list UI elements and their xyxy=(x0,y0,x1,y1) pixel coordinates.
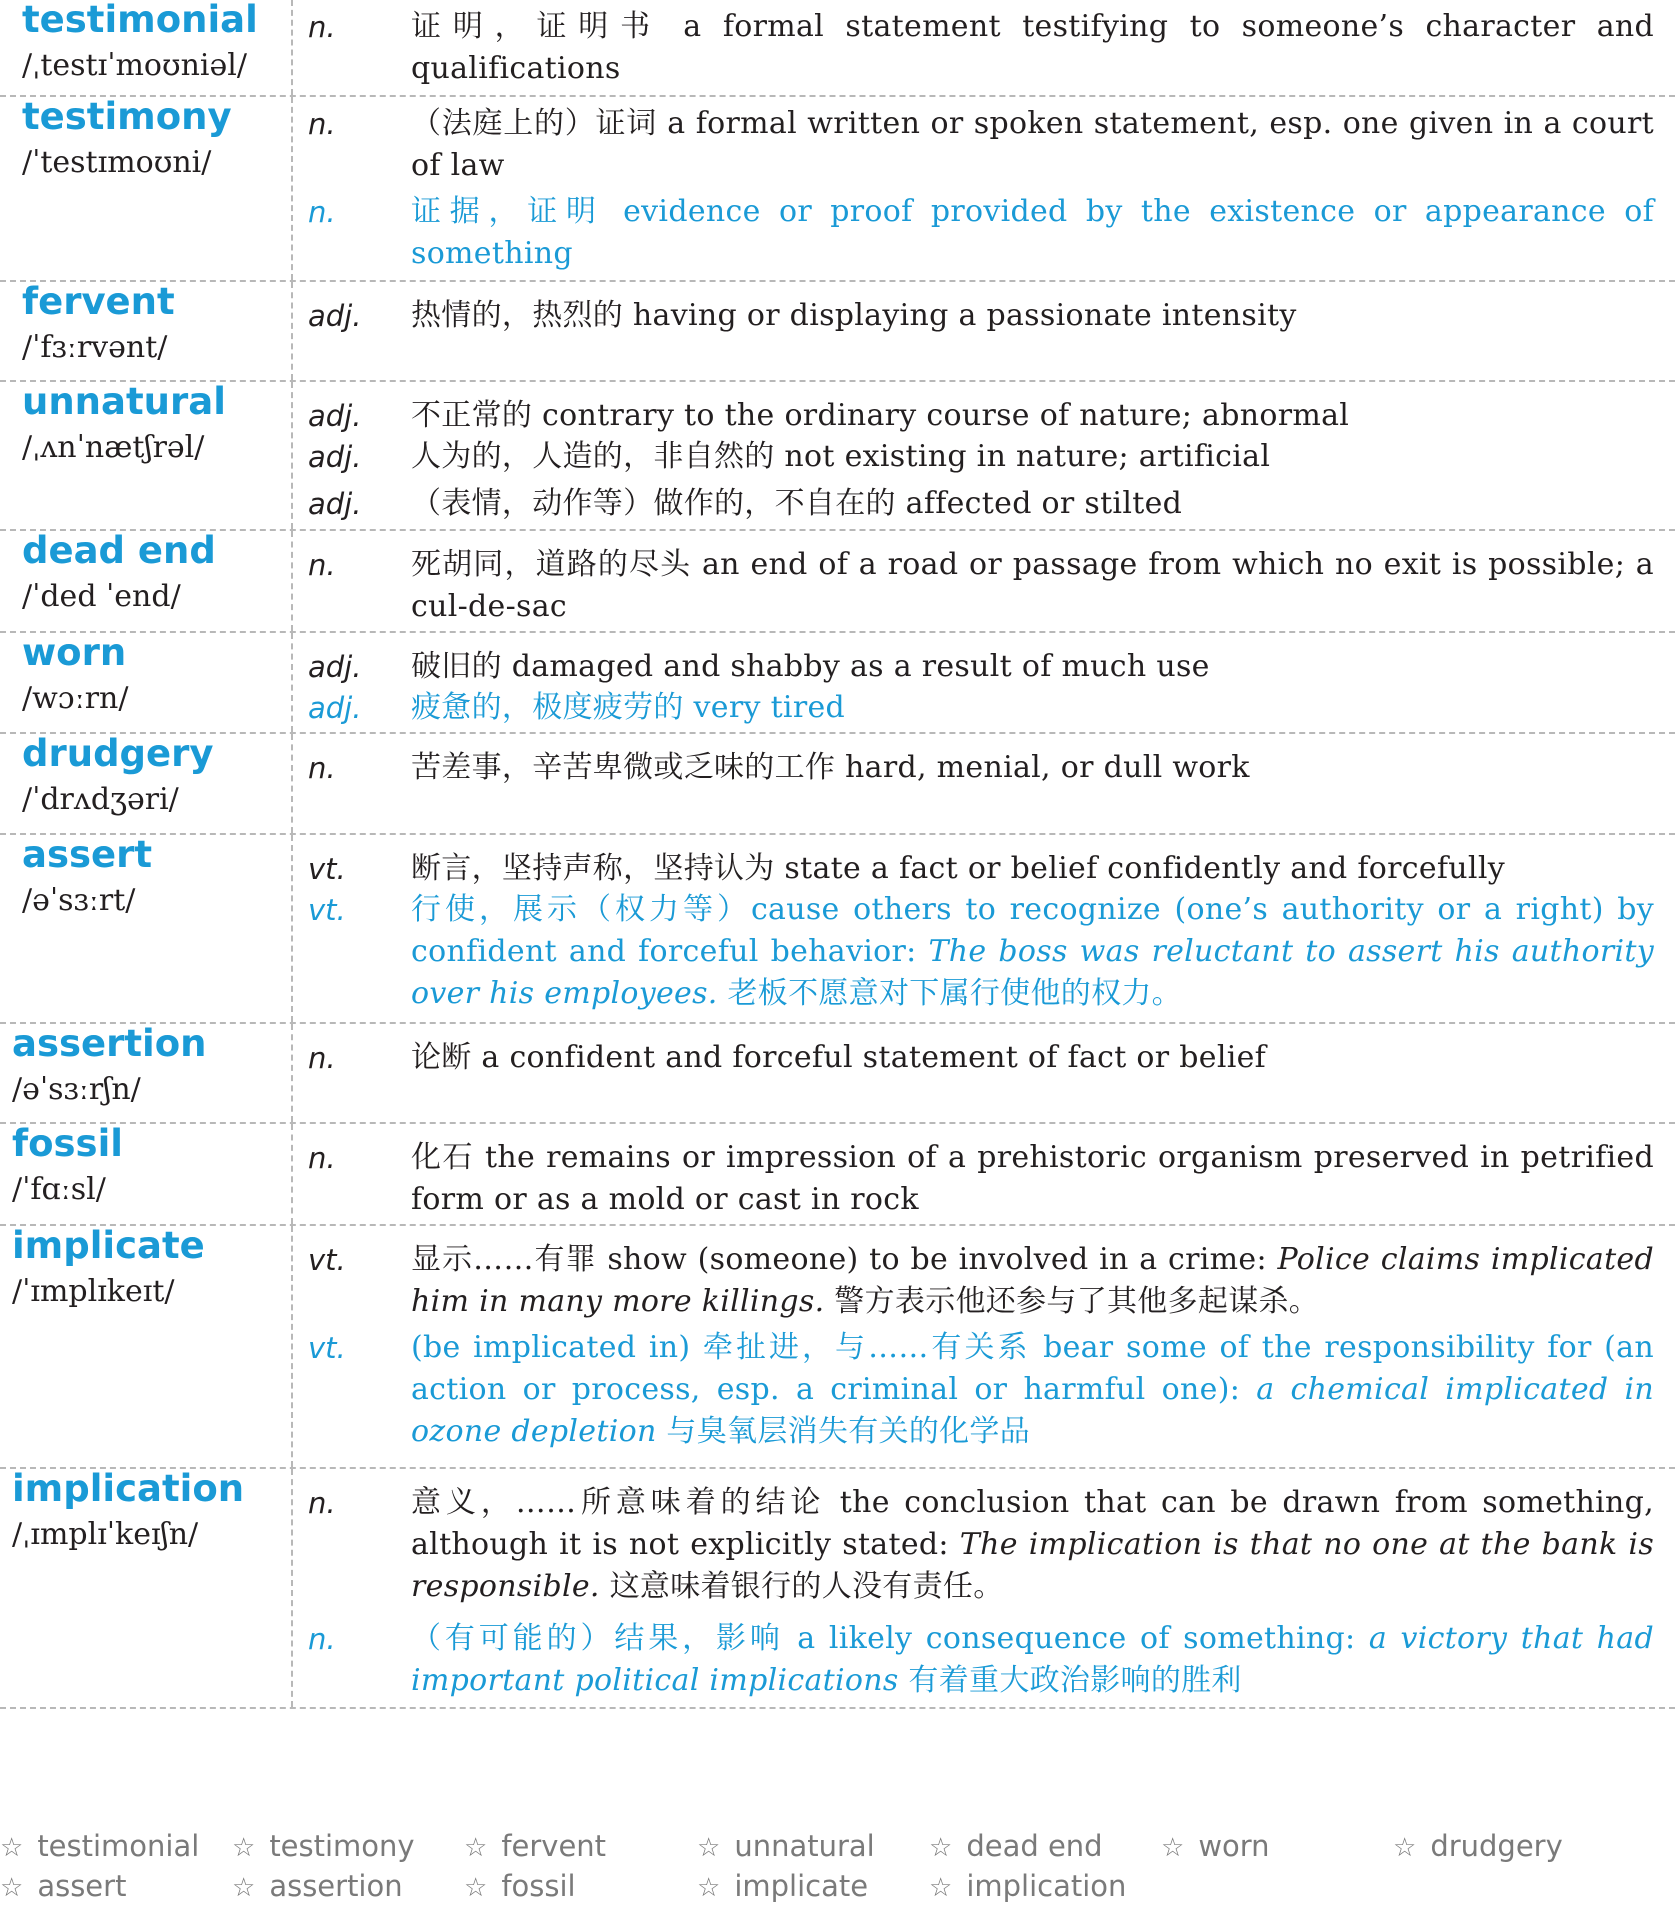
review-item xyxy=(1393,1826,1563,1868)
definition-text: （有可能的）结果，影响 a likely consequence of something: xyxy=(411,1621,1369,1656)
headword-column xyxy=(0,734,293,833)
part-of-speech: adj. xyxy=(308,440,362,474)
headword: implication xyxy=(12,1467,245,1510)
entry-drudgery xyxy=(0,734,1675,835)
definition-text: 化石 the remains or impression of a prehistoric organism preserved in petrified form or as a mold or cast in rock xyxy=(411,1140,1654,1217)
definition-text: （法庭上的）证词 a formal written or spoken statement, esp. one given in a court of law xyxy=(411,106,1654,183)
star-icon: ☆ xyxy=(464,1833,488,1863)
star-icon: ☆ xyxy=(697,1833,721,1863)
star-icon: ☆ xyxy=(232,1873,256,1903)
phonetic: /ˌɪmplɪˈkeɪʃn/ xyxy=(12,1517,199,1552)
review-item xyxy=(0,1866,126,1908)
star-icon: ☆ xyxy=(1161,1833,1185,1863)
part-of-speech: vt. xyxy=(308,1331,346,1365)
definition xyxy=(411,1239,1654,1323)
example-sentence: The implication is that no one at the bank is responsible. xyxy=(411,1527,1655,1604)
review-word: drudgery xyxy=(1430,1829,1563,1863)
headword: testimonial xyxy=(22,0,258,41)
part-of-speech: adj. xyxy=(308,691,362,725)
definition-text: 显示……有罪 show (someone) to be involved in a crime: xyxy=(411,1242,1278,1277)
headword-column xyxy=(0,835,293,1022)
definition-text: 不正常的 contrary to the ordinary course of nature; abnormal xyxy=(411,398,1350,433)
review-word: dead end xyxy=(966,1829,1103,1863)
headword-column xyxy=(0,633,293,732)
star-icon: ☆ xyxy=(0,1873,24,1903)
definition xyxy=(411,1327,1654,1453)
phonetic: /ˈfɜːrvənt/ xyxy=(22,330,168,365)
definition-text: 死胡同，道路的尽头 an end of a road or passage from which no exit is possible; a cul-de-sac xyxy=(411,547,1654,624)
definition xyxy=(411,6,1654,90)
part-of-speech: n. xyxy=(308,1141,336,1175)
headword: implicate xyxy=(12,1224,205,1267)
definition xyxy=(411,483,1654,525)
part-of-speech: adj. xyxy=(308,487,362,521)
definition-text: 论断 a confident and forceful statement of fact or belief xyxy=(411,1040,1267,1075)
part-of-speech: n. xyxy=(308,10,336,44)
headword-column xyxy=(0,1124,293,1224)
entry-fervent xyxy=(0,282,1675,382)
definition xyxy=(411,395,1654,437)
headword: fervent xyxy=(22,280,175,323)
phonetic: /ˌtestɪˈmoʊniəl/ xyxy=(22,48,247,83)
definition-text: 疲惫的，极度疲劳的 very tired xyxy=(411,690,846,725)
definition xyxy=(411,646,1654,688)
review-item xyxy=(697,1866,868,1908)
definition xyxy=(411,687,1654,729)
phonetic: /ˌʌnˈnætʃrəl/ xyxy=(22,430,205,465)
headword: assertion xyxy=(12,1022,207,1065)
review-word: worn xyxy=(1198,1829,1270,1863)
headword: worn xyxy=(22,631,127,674)
headword-column xyxy=(0,1226,293,1467)
definition xyxy=(411,544,1654,628)
headword-column xyxy=(0,531,293,631)
review-word: implicate xyxy=(734,1869,869,1903)
headword-column xyxy=(0,97,293,280)
phonetic: /əˈsɜːrʃn/ xyxy=(12,1072,141,1107)
review-item xyxy=(697,1826,875,1868)
definition-text: 人为的，人造的，非自然的 not existing in nature; artificial xyxy=(411,439,1271,474)
review-word-list xyxy=(0,1826,1675,1913)
phonetic: /ˈded ˈend/ xyxy=(22,579,181,614)
phonetic: /ˈfɑːsl/ xyxy=(12,1172,106,1207)
star-icon: ☆ xyxy=(1393,1833,1417,1863)
definition xyxy=(411,747,1654,789)
headword-column xyxy=(0,1024,293,1122)
headword-column xyxy=(0,282,293,380)
definition-text: 破旧的 damaged and shabby as a result of much use xyxy=(411,649,1210,684)
review-item xyxy=(464,1866,576,1908)
definition xyxy=(411,848,1654,890)
headword: drudgery xyxy=(22,732,214,775)
definition xyxy=(411,1618,1654,1702)
review-item xyxy=(929,1826,1103,1868)
headword-column xyxy=(0,1469,293,1707)
review-word: unnatural xyxy=(734,1829,875,1863)
part-of-speech: adj. xyxy=(308,299,362,333)
review-item xyxy=(232,1826,415,1868)
entry-assert xyxy=(0,835,1675,1024)
phonetic: /ˈdrʌdʒəri/ xyxy=(22,782,179,817)
review-word: assertion xyxy=(269,1869,403,1903)
entry-assertion xyxy=(0,1024,1675,1124)
review-word: testimonial xyxy=(37,1829,200,1863)
headword: fossil xyxy=(12,1122,123,1165)
review-item xyxy=(464,1826,606,1868)
entry-dead-end xyxy=(0,531,1675,633)
star-icon: ☆ xyxy=(929,1833,953,1863)
headword-column xyxy=(0,0,293,95)
star-icon: ☆ xyxy=(929,1873,953,1903)
entry-worn xyxy=(0,633,1675,734)
example-translation: 有着重大政治影响的胜利 xyxy=(898,1663,1242,1698)
review-item xyxy=(1161,1826,1270,1868)
phonetic: /ˈɪmplɪkeɪt/ xyxy=(12,1274,175,1309)
review-item xyxy=(929,1866,1126,1908)
part-of-speech: n. xyxy=(308,107,336,141)
entry-testimonial xyxy=(0,0,1675,97)
entry-implication xyxy=(0,1469,1675,1709)
definition-text: （表情，动作等）做作的，不自在的 affected or stilted xyxy=(411,486,1183,521)
star-icon: ☆ xyxy=(0,1833,24,1863)
headword-column xyxy=(0,382,293,529)
headword: unnatural xyxy=(22,380,226,423)
entry-testimony xyxy=(0,97,1675,282)
part-of-speech: n. xyxy=(308,1486,336,1520)
part-of-speech: vt. xyxy=(308,893,346,927)
definition-text: 苦差事，辛苦卑微或乏味的工作 hard, menial, or dull work xyxy=(411,750,1250,785)
example-translation: 这意味着银行的人没有责任。 xyxy=(599,1569,1004,1604)
review-word: implication xyxy=(966,1869,1127,1903)
definition xyxy=(411,1482,1654,1608)
definition-text: 热情的，热烈的 having or displaying a passionate intensity xyxy=(411,298,1297,333)
headword: dead end xyxy=(22,529,216,572)
definition-text: 证明，证明书 a formal statement testifying to someone’s character and qualifications xyxy=(411,9,1654,86)
example-translation: 警方表示他还参与了其他多起谋杀。 xyxy=(824,1284,1320,1319)
part-of-speech: n. xyxy=(308,1622,336,1656)
example-sentence: a chemical implicated in ozone depletion xyxy=(411,1372,1655,1449)
definition xyxy=(411,295,1654,337)
definition-text: 行使，展示（权力等）cause others to recognize (one’s authority or a right) by confident and forceful behavior: xyxy=(411,892,1654,969)
phonetic: /ˈtestɪmoʊni/ xyxy=(22,145,212,180)
entry-unnatural xyxy=(0,382,1675,531)
review-word: assert xyxy=(37,1869,127,1903)
example-sentence: a victory that had important political implications xyxy=(411,1621,1654,1698)
review-item xyxy=(0,1826,199,1868)
star-icon: ☆ xyxy=(464,1873,488,1903)
part-of-speech: vt. xyxy=(308,1243,346,1277)
headword: testimony xyxy=(22,95,232,138)
definition xyxy=(411,436,1654,478)
part-of-speech: n. xyxy=(308,1041,336,1075)
part-of-speech: n. xyxy=(308,195,336,229)
phonetic: /əˈsɜːrt/ xyxy=(22,883,136,918)
star-icon: ☆ xyxy=(697,1873,721,1903)
part-of-speech: n. xyxy=(308,751,336,785)
star-icon: ☆ xyxy=(232,1833,256,1863)
review-word: testimony xyxy=(269,1829,415,1863)
part-of-speech: adj. xyxy=(308,399,362,433)
part-of-speech: vt. xyxy=(308,852,346,886)
example-translation: 与臭氧层消失有关的化学品 xyxy=(656,1414,1031,1449)
example-sentence: The boss was reluctant to assert his authority over his employees. xyxy=(411,934,1654,1011)
definition-text: (be implicated in) 牵扯进，与……有关系 bear some of the responsibility for (an action or process, esp. a criminal or harmful one): xyxy=(411,1330,1654,1407)
entry-fossil xyxy=(0,1124,1675,1226)
headword: assert xyxy=(22,833,153,876)
definition-text: 意义，……所意味着的结论 the conclusion that can be drawn from something, although it is not explicitly stated: xyxy=(411,1485,1654,1562)
example-translation: 老板不愿意对下属行使他的权力。 xyxy=(717,976,1182,1011)
definition xyxy=(411,191,1654,275)
review-word: fossil xyxy=(501,1869,576,1903)
review-item xyxy=(232,1866,403,1908)
phonetic: /wɔːrn/ xyxy=(22,681,129,716)
example-sentence: Police claims implicated him in many more killings. xyxy=(411,1242,1654,1319)
definition-text: 断言，坚持声称，坚持认为 state a fact or belief confidently and forcefully xyxy=(411,851,1505,886)
definition xyxy=(411,1137,1654,1221)
definition xyxy=(411,103,1654,187)
entry-implicate xyxy=(0,1226,1675,1469)
part-of-speech: n. xyxy=(308,548,336,582)
part-of-speech: adj. xyxy=(308,650,362,684)
definition xyxy=(411,1037,1654,1079)
definition-text: 证据，证明 evidence or proof provided by the existence or appearance of something xyxy=(411,194,1654,271)
review-word: fervent xyxy=(501,1829,607,1863)
definition xyxy=(411,889,1654,1015)
